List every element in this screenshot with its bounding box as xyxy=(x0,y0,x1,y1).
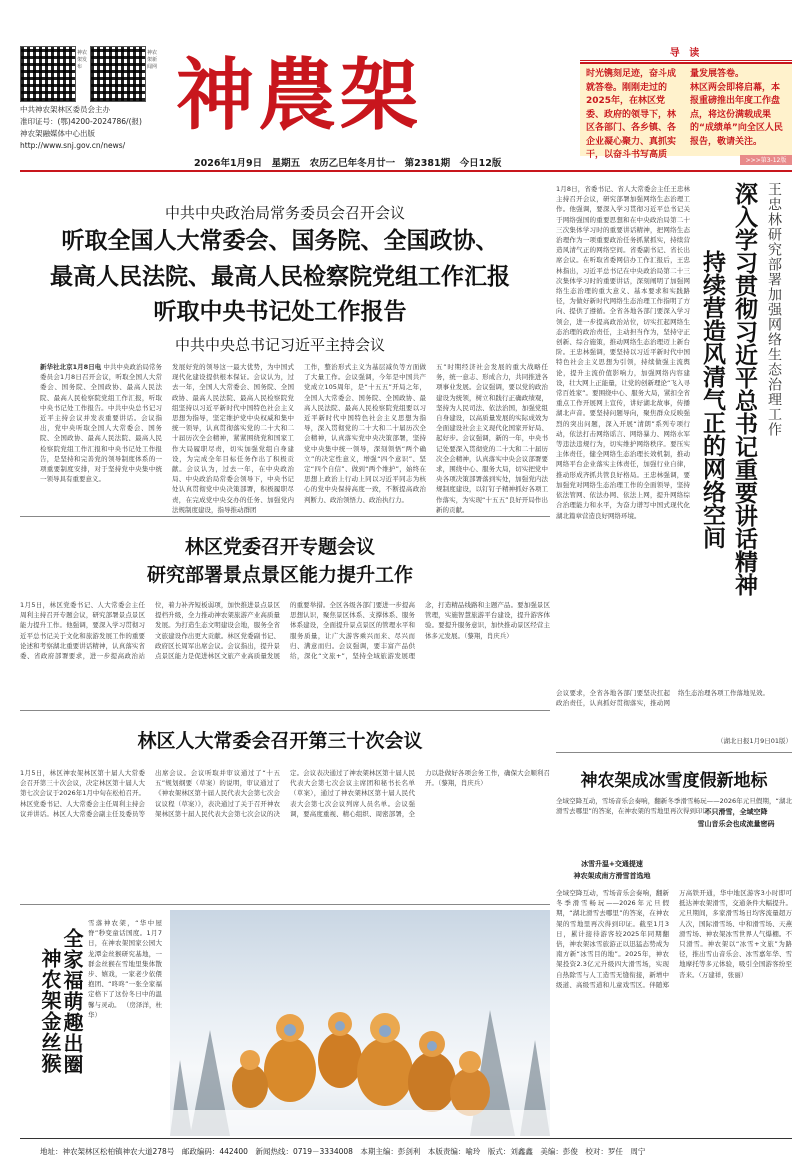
dateline: 2026年1月9日 星期五 农历乙巳年冬月廿一 第2381期 今日12版 xyxy=(194,158,502,169)
divider-1 xyxy=(20,516,550,517)
guide-text-left: 时光镌刻足迹，奋斗成就答卷。刚刚走过的2025年，在林区党委、政府的领导下，林区各部门、各乡镇、各企业凝心聚力、真抓实干，以奋斗书写高质 xyxy=(586,69,677,160)
right-credit: （湖北日报1月9日01版） xyxy=(716,737,792,745)
lead-body-1: 中共中央政治局常务委员会1月8日召开会议，听取全国人大常委会、国务院、全国政协、最高人民法院、最高人民检察院党组工作汇报，听取中央书记处工作报告。中共中央总书记习近平主持会议并发表重要讲话。会议指出，党中央听取全国人大常委会、国务院、全国政协、最高人民法院、最高人民检察院党组工作汇报和中央书记处工作报告，是坚持和完善党的领导制度体系的一项重要制度安排，对于坚持党中央集中统一领导具有重要意义。 xyxy=(40,363,163,484)
guide-header xyxy=(580,44,792,61)
right-body-continued-note: 会议要求，全省各地各部门要坚决扛起政治责任，认真抓好贯彻落实，推动网络生态治理各项工作落地见效。 xyxy=(556,689,769,708)
photo-caption-text: 雪落神农架，“华中屋脊”秒变童话国度。1月7日，在神农架国家公园大龙潭金丝猴研究基地，一群金丝猴在雪地里集体散步、嬉戏，一家老少依偎抱团、“咚咚”一张全家福定格下了这份冬日中的温馨与灵动。 xyxy=(88,919,162,1009)
ski-subhead-1-line2: 神农架成南方滑雪首选地 xyxy=(573,872,651,880)
ski-subhead-2-line1: 不只滑雪，全域空降 xyxy=(704,808,768,816)
ski-subhead-1 xyxy=(556,858,668,884)
lead-subhead: 中共中央总书记习近平主持会议 xyxy=(174,336,385,354)
right-side-title: 王忠林研究部署加强网络生态治理工作 xyxy=(766,182,782,437)
snub-nosed-monkey-photo[interactable] xyxy=(170,910,550,1136)
lead-headline-3: 听取中央书记处工作报告 xyxy=(153,299,407,325)
ski-body: 全域空降互动，雪场音乐会奏响，翻新冬季滑雪畅玩——2026年元旦假期，“湖北滑雪去哪里”的答案，在神农架的雪地里再次得到印证。截至1月3日，累计接待游客较2025年同期翻倍，神农架冰雪旅游正以迅猛态势成为南方新“冰雪目的地”。2025年，神农架投资2.3亿元升级四大滑雪场，实现自热除雪与人工造雪无缝衔接，新增中级道、高级雪道和儿童戏雪区。伴随郑万高铁开通，华中地区游客3小时即可抵达神农架滑雪，交通条件大幅提升。元旦期间，多家滑雪场日均客流量超万人次，国际滑雪场、中和滑雪场、天燕滑雪场、神农架冰雪世界人气爆棚。不只滑雪。神农架以“冰雪+文旅”为路径，推出雪山音乐会、冰雪嘉年华、雪地摩托等多元体验，吸引全国游客纷至沓来。（万建祥，张丽） xyxy=(556,889,792,989)
footer-info: 地址：神农架林区松柏镇神农大道278号 邮政编码：442400 新闻热线：0719－3334008 本期主编：彭剑利 本版责编：喻玲 版式：刘鑫鑫 美编：彭俊 校对：罗任 周宁 xyxy=(40,1147,646,1156)
photo-headline xyxy=(36,928,84,1098)
media-center: 神农架融媒体中心出版 xyxy=(20,129,95,138)
divider-right xyxy=(556,752,792,753)
guide-text-right xyxy=(690,68,788,152)
masthead-rule xyxy=(20,170,792,172)
congress-body: 1月5日，林区神农架林区第十届人大常委会召开第三十次会议，决定林区第十届人大第七次会议于2026年1月中旬在松柏召开。林区党委书记、人大常委会主任周利主持会议并讲话。林区人大常委会副主任及委员等出席会议。会议听取并审议通过了“十五五”规划纲要（草案）的说明，审议通过了《神农架林区第十届人民代表大会第七次会议议程（草案）》，表决通过了关于召开神农架林区第十届人民代表大会第七次会议的决定。会议表决通过了神农架林区第十届人民代表大会第七次会议主席团和秘书长名单（草案），通过了神农架林区第十届人民代表大会第七次会议列席人员名单。会议强调，要高度重视、精心组织、周密部署，全力以赴做好各项会务工作，确保大会顺利召开。（黎翔，肖庆兵） xyxy=(20,769,550,818)
ski-subhead-1-line1: 冰雪升温+交通提速 xyxy=(581,860,643,868)
photo-credit: （房泽洋，杜华） xyxy=(88,1000,163,1019)
qr-code-2[interactable] xyxy=(90,46,146,102)
masthead-logo: 神農架 xyxy=(176,50,423,141)
ski-intro-text: 全域空降互动，雪场音乐会奏响，翻新冬季滑雪畅玩——2026年元旦假期，“湖北滑雪去哪里”的答案，在神农架的雪地里再次得到印证。 xyxy=(556,797,792,816)
website-url[interactable]: http://www.snj.gov.cn/news/ xyxy=(20,141,126,150)
special-headline-2: 研究部署景点景区能力提升工作 xyxy=(146,564,413,586)
guide-box[interactable] xyxy=(580,62,792,160)
qr-code-2-caption: 神农架新闻网 xyxy=(147,50,158,70)
lead-column-4: 五”时期经济社会发展的重大战略任务，统一意志、形成合力，共同推进各项事业发展。会议强调，要以党的政治建设为统领，树立和践行正确政绩观，坚持为人民司法、依法治国，加强党组自身建设，以高质量发展的实际成效为全面建设社会主义现代化国家开好局、起好步。会议强调，新的一年，中央书记处要深入贯彻党的二十大和二十届历次全会精神，认真落实中央会议部署要求，围绕中心、服务大局，切实把党中央各项决策部署落到实处，加强党内法规制度建设，以钉钉子精神抓好各项工作落实，为实现“十五五”良好开局作出新的贡献。 xyxy=(436,363,548,514)
masthead-meta xyxy=(20,104,180,152)
qr-code-1[interactable] xyxy=(20,46,76,102)
guide-text-two-sessions: 林区两会即将启幕，本报重磅推出年度工作盘点，将这份满载成果的“成绩单”向全区人民报告，敬请关注。 xyxy=(690,82,783,147)
lead-dateline: 新华社北京1月8日电 xyxy=(40,363,102,371)
divider-2 xyxy=(20,710,550,711)
qr-code-1-caption: 神农架发布 xyxy=(77,50,88,70)
special-headline-1: 林区党委召开专题会议 xyxy=(184,536,375,558)
photo-illustration xyxy=(170,910,550,1136)
print-serial: 准印证号：(鄂)4200-2024786/(报) xyxy=(20,117,142,126)
lead-kicker: 中共中央政治局常务委员会召开会议 xyxy=(164,204,405,222)
monkey-group xyxy=(232,1012,490,1116)
right-body-continued xyxy=(556,688,792,732)
special-body: 1月5日，林区党委书记、人大常委会主任周利主持召开专题会议，研究部署景点景区能力提升工作。他强调，要深入学习贯彻习近平总书记关于文化和旅游发展工作的重要论述和考察湖北重要讲话精神，认真落实省委、省政府部署要求，进一步提高政治站位，着力补齐短板弱项，加快推进景点景区提档升级，全力推动神农架旅游产业高质量发展。为打造生态文明建设会地，服务全省文旅建设作出更大贡献。林区党委副书记、政府区长周军出席会议。会议指出，提升景点景区能力是促进林区文旅产业高质量发展的重要举措。全区各级各部门要进一步提高思想认识，聚焦景区体系、支撑体系、服务体系建设，全面提升景点景区的管理水平和服务质量，让广大游客乘兴而来、尽兴而归、满意而归。会议强调，要丰富产品供给，深化“文旅+”，坚持全域旅游发展理念，打造精品线路和主题产品。要加强景区管理，实施智慧旅游平台建设，提升游客体验。要提升服务意识，加快推动景区经营主体多元发展。（黎翔，肖庆兵） xyxy=(20,601,550,661)
lead-headline-2: 最高人民法院、最高人民检察院党组工作汇报 xyxy=(50,264,510,290)
right-headline-1: 深入学习贯彻习近平总书记重要讲话精神 xyxy=(731,182,757,596)
snow-ground xyxy=(170,1110,550,1136)
lead-column-1 xyxy=(40,362,162,512)
congress-headline: 林区人大常委会召开第三十次会议 xyxy=(137,730,423,752)
guide-text-continued: 量发展答卷。 xyxy=(690,69,745,79)
photo-headline-1: 全家福萌趣出圈 xyxy=(60,928,84,1075)
lead-headline-1: 听取全国人大常委会、国务院、全国政协、 xyxy=(61,228,499,254)
right-body: 1月8日，省委书记、省人大常委会主任王忠林主持召开会议，研究部署加强网络生态治理工作。他强调，要深入学习贯彻习近平总书记关于网络强国的重要思想和在中央政治局第二十三次集体学习时的重要讲话精神，把网络生态治理作为一项重要政治任务抓紧抓实，持续营造风清气正的网络空间。省委副书记、省长出席会议。在听取省委网信办工作汇报后，王忠林指出，习近平总书记在中央政治局第二十三次集体学习时的重要讲话，深刻阐明了加强网络生态治理的重大意义、基本要求和实践路径，为做好新时代网络生态治理工作指明了方向、提供了遵循。全省各地各部门要深入学习领会，进一步提高政治站位，切实扛起网络生态治理的政治责任，主动担当作为，坚持守正创新、综合施策，推动网络生态治理迈上新台阶。王忠林强调，要坚持以习近平新时代中国特色社会主义思想为引领，持续做强主流舆论，提升主流价值影响力，加强网络内容建设，壮大网上正能量，让党的创新理论“飞入寻常百姓家”。要围绕中心、服务大局，紧扣全省重点工作开展网上宣传，讲好湖北故事，传播湖北声音。要坚持问题导向，聚焦群众反映强烈的突出问题，深入开展“清朗”系列专项行动，依法打击网络谣言、网络暴力、网络水军等违法违规行为，切实维护网络秩序。要压实主体责任，健全网络生态治理长效机制，推动网络平台企业落实主体责任，加强行业自律，推动形成齐抓共管良好格局。王忠林强调，要加强党对网络生态治理工作的全面领导，坚持依法管网、依法办网、依法上网，提升网络综合治理能力和水平，为奋力谱写中国式现代化湖北篇章营造良好网络环境。 xyxy=(556,185,690,520)
right-headline-2: 持续营造风清气正的网络空间 xyxy=(699,250,725,549)
lead-column-3: 工作，整治形式主义为基层减负等方面做了大量工作。会议强调，今年是中国共产党成立105周年，是“十五五”开局之年，全国人大常委会、国务院、全国政协、最高人民法院、最高人民检察院党组要以习近平新时代中国特色社会主义思想为指导，深入贯彻党的二十大和二十届历次全会精神，认真落实党中央决策部署，坚持党中央集中统一领导，深刻领悟“两个确立”的决定性意义，增强“四个意识”、坚定“四个自信”、做到“两个维护”，始终在思想上政治上行动上同以习近平同志为核心的党中央保持高度一致，不断提高政治判断力、政治领悟力、政治执行力。 xyxy=(304,363,426,504)
photo-caption xyxy=(88,918,162,1118)
divider-3 xyxy=(20,904,550,905)
footer-rule xyxy=(20,1138,792,1139)
ski-headline: 神农架成冰雪度假新地标 xyxy=(580,771,768,791)
photo-headline-2: 神农架金丝猴 xyxy=(38,948,62,1074)
guide-pages-tag[interactable]: >>>第3-12版 xyxy=(740,155,792,165)
ski-intro xyxy=(556,796,792,848)
lead-column-2: 发展好党的领导这一最大优势，为中国式现代化建设提供根本保证。会议认为，过去一年，全国人大常委会、国务院、全国政协、最高人民法院、最高人民检察院党组坚持以习近平新时代中国特色社会主义思想为指导，坚定维护党中央权威和集中统一领导，认真贯彻落实党的二十大和二十届历次全会精神，紧紧围绕党和国家工作大局履职尽责，切实加强党组自身建设，为完成全年目标任务作出了积极贡献。会议认为，过去一年，在中央政治局、中央政治局常委会领导下，中央书记处认真贯彻党中央决策部署，积极履职尽责，在完成党中央交办的任务、加强党内法规制度建设，指导推动群团 xyxy=(172,363,294,514)
ski-subhead-2-line2: 雪山音乐会也成流量密码 xyxy=(697,820,775,828)
guide-title: 导 读 xyxy=(669,48,703,59)
publisher: 中共神农架林区委员会主办 xyxy=(20,105,110,114)
